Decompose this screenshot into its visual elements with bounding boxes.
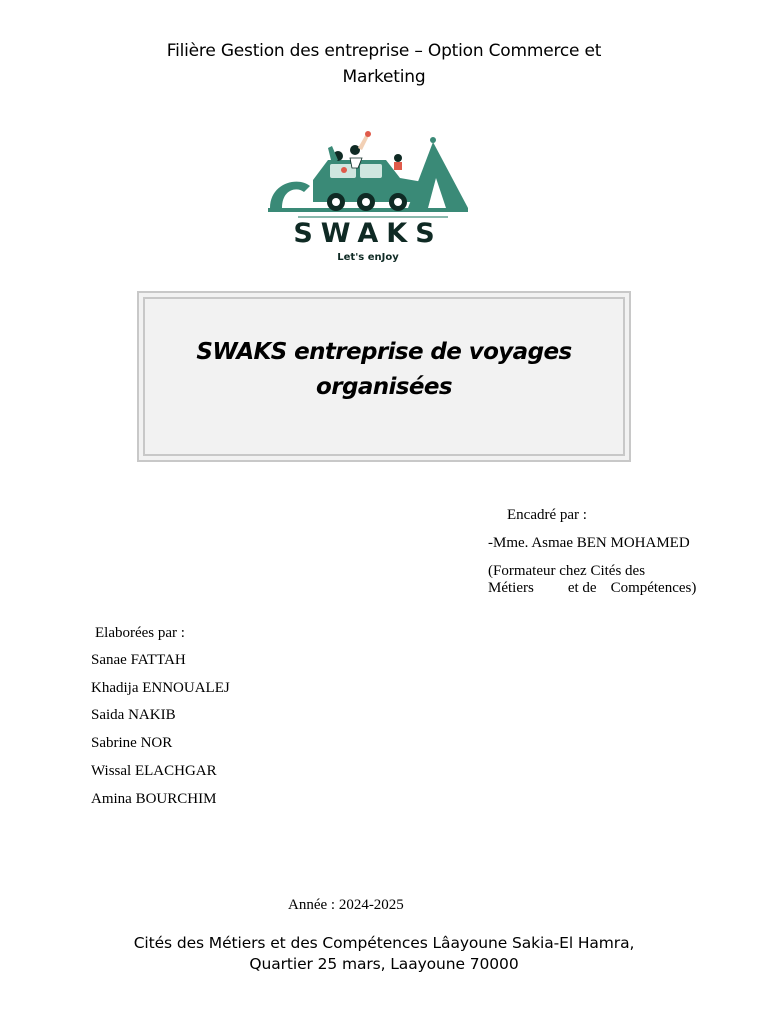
institution-address-line-2: Quartier 25 mars, Laayoune 70000 bbox=[249, 955, 519, 973]
authors-label: Elaborées par : bbox=[95, 625, 185, 641]
supervisor-role-part-b: et de bbox=[567, 580, 597, 596]
author-name: Sabrine NOR bbox=[91, 735, 173, 751]
author-name: Sanae FATTAH bbox=[91, 652, 186, 668]
author-name: Saida NAKIB bbox=[91, 707, 176, 723]
header-program-line-2: Marketing bbox=[342, 67, 426, 87]
supervised-by-label: Encadré par : bbox=[507, 507, 587, 523]
author-name: Khadija ENNOUALEJ bbox=[91, 680, 230, 696]
supervisor-name: -Mme. Asmae BEN MOHAMED bbox=[488, 535, 690, 551]
author-name: Amina BOURCHIM bbox=[91, 791, 217, 807]
author-name: Wissal ELACHGAR bbox=[91, 763, 217, 779]
title-frame-inner bbox=[143, 297, 625, 456]
header-program-line: Filière Gestion des entreprise – Option Commerce et bbox=[166, 41, 602, 61]
supervisor-role-part-a: Métiers bbox=[488, 580, 534, 596]
swaks-logo bbox=[258, 128, 478, 268]
document-title-line-2: organisées bbox=[316, 374, 452, 400]
institution-address: Cités des Métiers et des Compétences Lâayoune Sakia-El Hamra, bbox=[133, 934, 635, 952]
logo-wordmark: SWAKS bbox=[293, 218, 443, 249]
supervisor-role-line-2 bbox=[488, 580, 696, 597]
document-title: SWAKS entreprise de voyages bbox=[196, 339, 572, 365]
supervisor-role: (Formateur chez Cités des bbox=[488, 563, 646, 579]
title-frame bbox=[137, 291, 631, 462]
logo-tagline: Let's enJoy bbox=[337, 252, 399, 263]
supervisor-role-part-c: Compétences) bbox=[610, 580, 697, 596]
academic-year: Année : 2024-2025 bbox=[288, 897, 404, 913]
